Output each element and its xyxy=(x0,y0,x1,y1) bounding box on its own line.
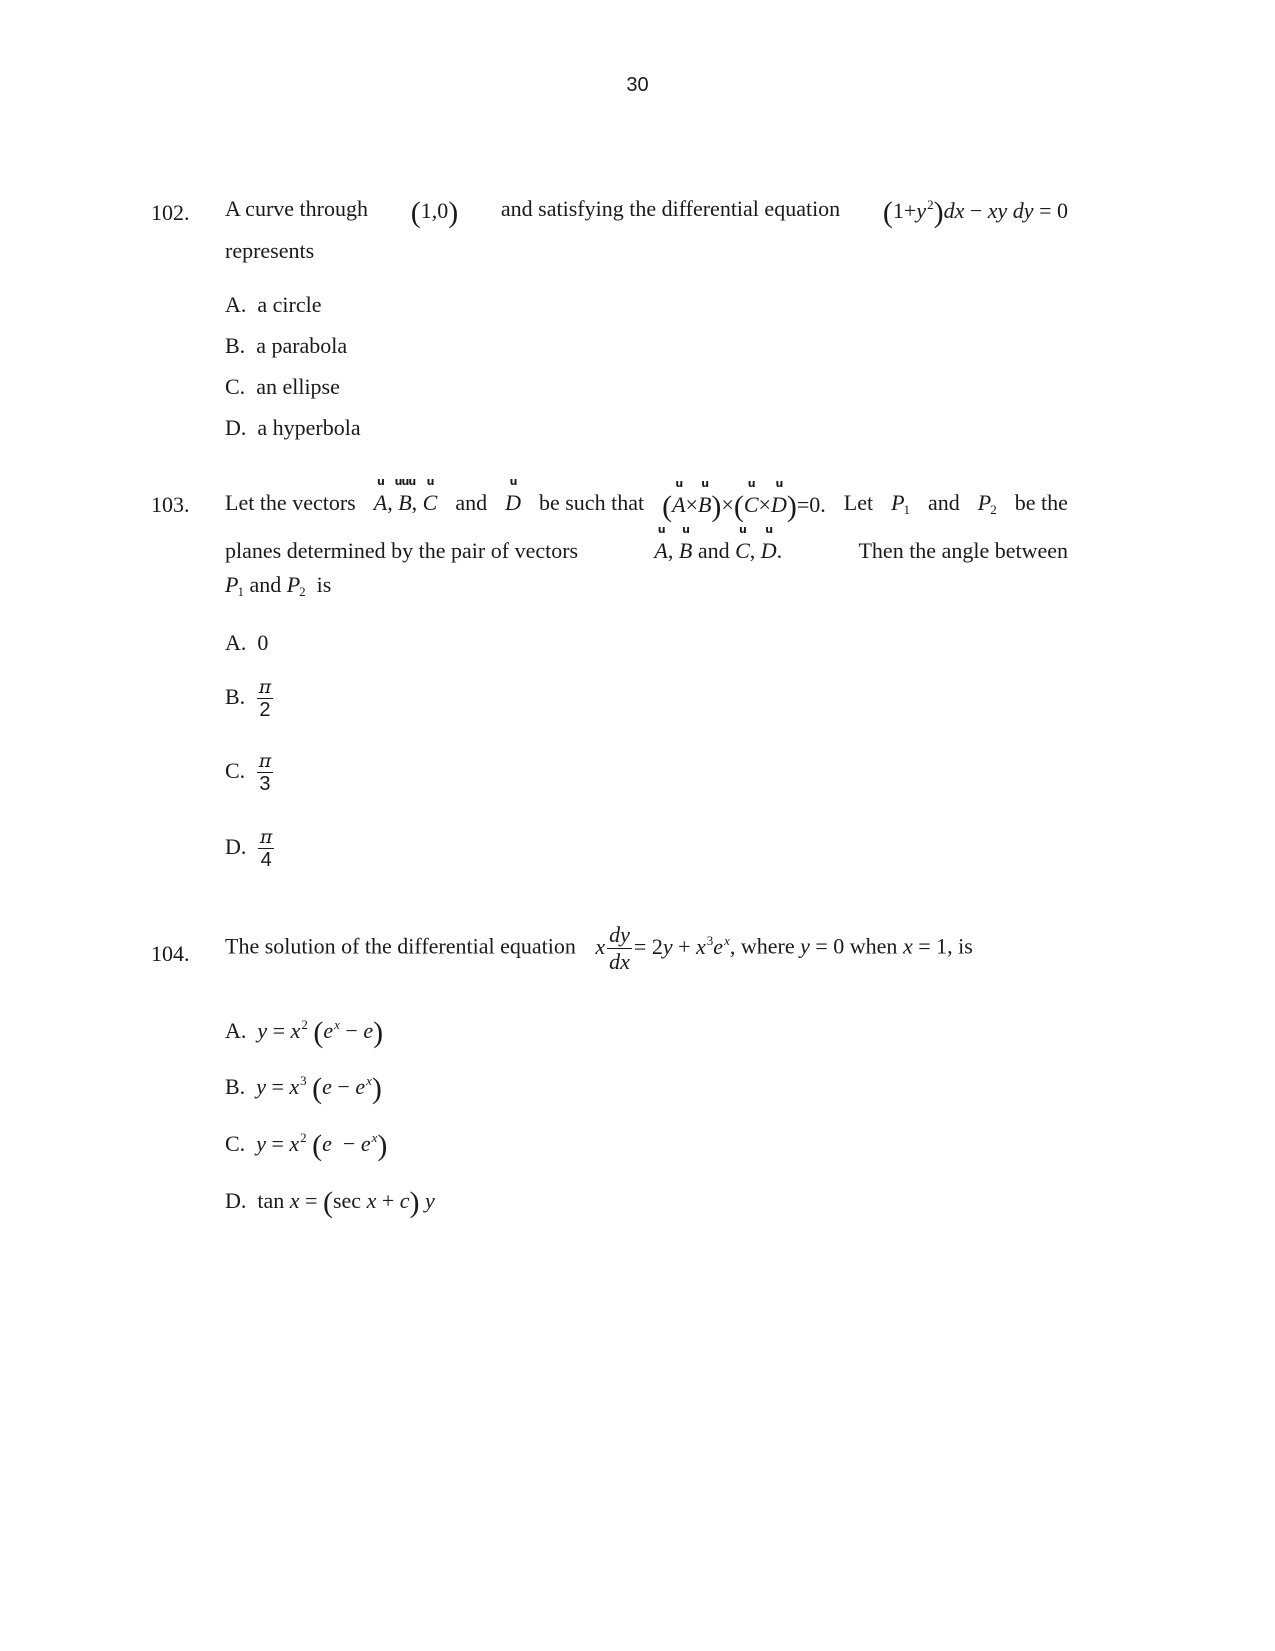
option-c[interactable]: C. $\frac{\pi}{3}$ xyxy=(225,750,272,795)
option-d[interactable]: D. $\frac{\pi}{4}$ xyxy=(225,826,273,871)
question-text-line-2: planes determined by the pair of vectors A u , B u and C u , D u . Then the angle between xyxy=(225,523,1068,563)
option-b[interactable]: B. $\frac{\pi}{2}$ xyxy=(225,676,272,721)
question-text-line-1: A curve through (1,0) and satisfying the differential equation $(1+y^2)dx$ − xy dy = 0 xyxy=(225,196,1068,229)
option-d[interactable]: D. tan x = (sec x + c) y xyxy=(225,1186,435,1219)
page-number: 30 xyxy=(626,74,649,96)
question-number: 103. xyxy=(151,492,190,517)
option-c[interactable]: C. an ellipse xyxy=(225,374,340,399)
question-text-line-2: represents xyxy=(225,238,315,263)
question-text-line-1: Let the vectors A u , B uuu , C u and D u be such that (A u ×B u )×(C u ×D u )=0. Let $P_1$ and $P_2$ be the xyxy=(225,475,1068,523)
question-text-line-3: $P_1$ and $P_2$ is xyxy=(225,572,332,599)
question-text-line-1: The solution of the differential equation x $\frac{dy}{dx}$ = $2y + x^3e^x$, where y = 0 when x = 1, is xyxy=(225,922,973,974)
option-a[interactable]: A. 0 xyxy=(225,630,269,655)
option-c[interactable]: C. $y = x^2$ $(e - e^x)$ xyxy=(225,1129,388,1162)
question-number: 102. xyxy=(151,200,190,225)
option-d[interactable]: D. a hyperbola xyxy=(225,415,361,440)
question-number: 104. xyxy=(151,941,190,966)
option-a[interactable]: A. $y = x^2$ $(e^x - e)$ xyxy=(225,1016,384,1049)
option-b[interactable]: B. $y = x^3$ $(e - e^x)$ xyxy=(225,1072,382,1105)
option-a[interactable]: A. a circle xyxy=(225,292,322,317)
option-b[interactable]: B. a parabola xyxy=(225,333,348,358)
